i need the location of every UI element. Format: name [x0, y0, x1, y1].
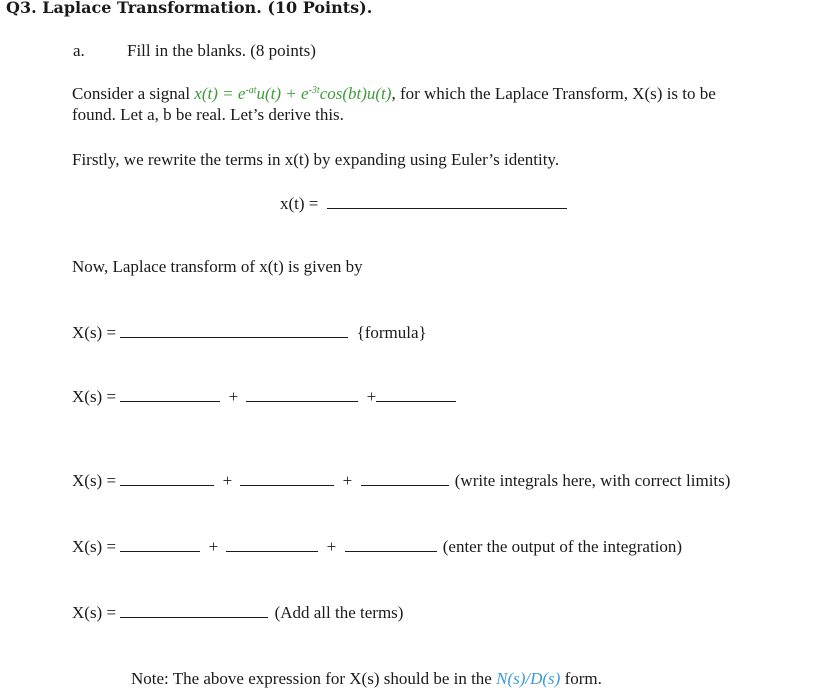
xs-label: X(s) =	[72, 323, 117, 342]
note-suffix: form.	[560, 669, 602, 688]
question-title: Q3. Laplace Transformation. (10 Points).	[6, 0, 373, 17]
xs-formula-row	[72, 323, 427, 343]
sum-blank[interactable]	[120, 603, 268, 618]
euler-instruction: Firstly, we rewrite the terms in x(t) by expanding using Euler’s identity.	[72, 150, 560, 169]
integral3-blank[interactable]	[361, 471, 449, 486]
integral2-blank[interactable]	[240, 471, 334, 486]
part-label: a.	[73, 41, 85, 60]
term2-blank[interactable]	[246, 387, 358, 402]
formula-blank[interactable]	[120, 323, 348, 338]
xt-label: x(t) =	[280, 194, 319, 213]
xs-output-row	[72, 537, 682, 557]
term3-blank[interactable]	[376, 387, 456, 402]
signal-prefix: Consider a signal	[72, 84, 195, 103]
output1-blank[interactable]	[120, 537, 200, 552]
plus-sign: +	[342, 471, 353, 490]
sum-hint: (Add all the terms)	[274, 603, 404, 622]
xt-blank[interactable]	[327, 194, 567, 209]
plus-sign: +	[326, 537, 337, 556]
note-prefix: Note: The above expression for X(s) should be in the	[131, 669, 497, 688]
laplace-intro: Now, Laplace transform of x(t) is given by	[72, 257, 363, 276]
plus-sign: +	[366, 387, 377, 406]
plus-sign: +	[208, 537, 219, 556]
signal-description-line1	[72, 84, 716, 104]
integrals-hint: (write integrals here, with correct limits)	[454, 471, 731, 490]
output2-blank[interactable]	[226, 537, 318, 552]
xs-terms-row	[72, 387, 456, 407]
integral1-blank[interactable]	[120, 471, 214, 486]
signal-description-line2: found. Let a, b be real. Let’s derive this.	[72, 105, 344, 124]
xs-sum-row	[72, 603, 403, 623]
xs-label: X(s) =	[72, 387, 117, 406]
xs-label: X(s) =	[72, 471, 117, 490]
note-form: N(s)/D(s)	[496, 669, 561, 688]
output3-blank[interactable]	[345, 537, 437, 552]
xs-label: X(s) =	[72, 537, 117, 556]
signal-suffix: , for which the Laplace Transform, X(s) is to be	[391, 84, 716, 103]
note	[131, 669, 602, 689]
plus-sign: +	[222, 471, 233, 490]
formula-hint: {formula}	[356, 323, 427, 342]
term1-blank[interactable]	[120, 387, 220, 402]
part-instruction: Fill in the blanks. (8 points)	[127, 41, 316, 60]
signal-formula: $x(t) = e^{-at}u(t) + e^{-3t}\cos(bt)u(t)$	[194, 84, 392, 103]
xs-integrals-row	[72, 471, 730, 491]
xs-label: X(s) =	[72, 603, 117, 622]
xt-row	[280, 194, 567, 214]
output-hint: (enter the output of the integration)	[442, 537, 683, 556]
plus-sign: +	[228, 387, 239, 406]
